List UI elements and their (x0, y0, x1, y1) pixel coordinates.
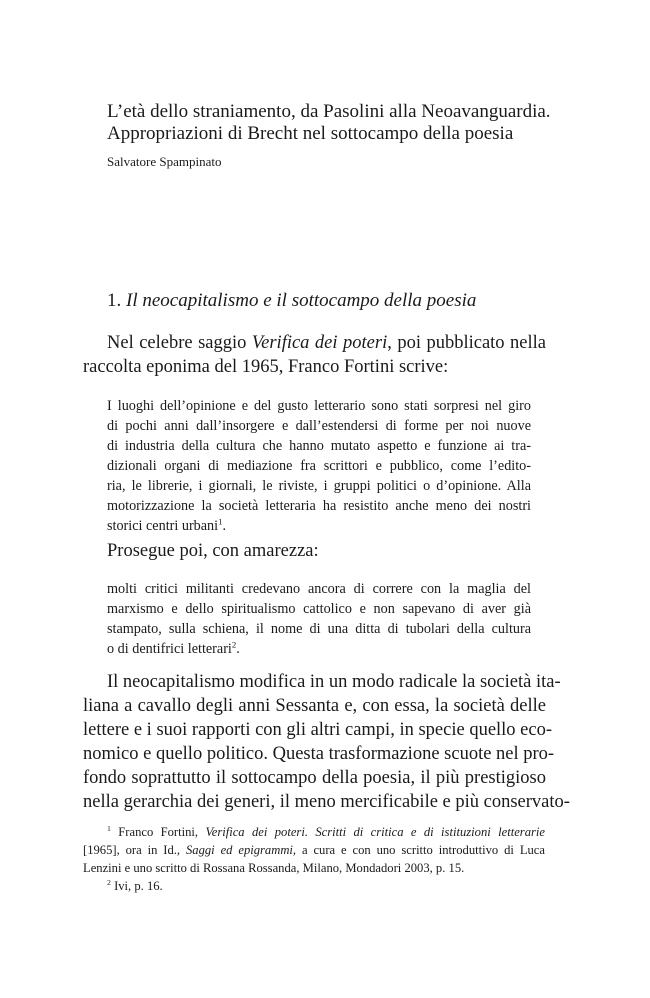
article-title-line-2: Appropriazioni di Brecht nel sottocampo della poesia (107, 123, 514, 144)
book-title-italic: Verifica dei poteri (251, 333, 388, 353)
footnote-ref-1[interactable]: 1 (218, 516, 223, 527)
text-run: , poi pubblicato nella (387, 333, 546, 353)
book-title-italic: Verifica dei poteri. Scritti di critica e di istituzioni letterarie (205, 825, 545, 839)
paragraph-3-line: nomico e quello politico. Questa trasformazione scuote nel pro- (83, 744, 555, 764)
paragraph-3 (83, 670, 570, 814)
footnote-1 (83, 823, 545, 877)
paragraph-3-line: nella gerarchia dei generi, il meno mercificabile e più conservato- (83, 792, 570, 812)
paragraph-3-line: lettere e i suoi rapporti con gli altri campi, in specie quello eco- (83, 720, 553, 740)
text-run: storici centri urbani (107, 518, 219, 534)
footnote-1-mark: 1 (107, 823, 111, 833)
paragraph-3-line: Il neocapitalismo modifica in un modo radicale la società ita- (107, 672, 561, 692)
book-title-italic: Saggi ed epigrammi (185, 843, 293, 857)
text-run: o di dentifrici letterari (107, 641, 232, 657)
quote-line: di industria della cultura che hanno mutato aspetto e funzione ai tra- (107, 438, 531, 454)
paragraph-2: Prosegue poi, con amarezza: (107, 541, 319, 561)
text-run: , a cura e con uno scritto introduttivo di Luca (292, 843, 545, 857)
section-title: Il neocapitalismo e il sottocampo della poesia (126, 290, 477, 311)
quote-line: marxismo e dello spiritualismo cattolico e non sapevano di aver già (107, 601, 531, 617)
text-run: . (222, 518, 227, 534)
quote-line: motorizzazione la società letteraria ha resistito anche meno dei nostri (107, 498, 531, 514)
paragraph-3-line: liana a cavallo degli anni Sessanta e, con essa, la società delle (83, 696, 546, 716)
article-title (107, 101, 577, 145)
quote-line: ria, le librerie, i giornali, le riviste, i gruppi politici o d’opinione. Alla (107, 478, 531, 494)
paragraph-1 (83, 331, 546, 379)
footnote-ref-2[interactable]: 2 (231, 639, 237, 650)
quote-line: molti critici militanti credevano ancora di correre con la maglia del (107, 581, 531, 597)
article-title-line-1: L’età dello straniamento, da Pasolini alla Neoavanguardia. (107, 101, 551, 122)
footnote-2 (83, 877, 545, 895)
paragraph-3-line: fondo soprattutto il sottocampo della poesia, il più prestigioso (83, 768, 546, 788)
footnote-1-line-1 (83, 823, 545, 841)
paragraph-1-line-2: raccolta eponima del 1965, Franco Fortini scrive: (83, 357, 449, 377)
text-run: Nel celebre saggio (107, 333, 252, 353)
footnote-2-line (83, 877, 545, 895)
block-quote-2 (107, 579, 531, 659)
quote-line: I luoghi dell’opinione e del gusto letterario sono stati sorpresi nel giro (107, 398, 531, 414)
quote-line: stampato, sulla schiena, il nome di una ditta di tubolari della cultura (107, 621, 531, 637)
block-quote-1 (107, 396, 531, 536)
quote-line-last (107, 639, 531, 659)
article-author: Salvatore Spampinato (107, 154, 222, 169)
quote-line: di pochi anni dall’insorgere e dall’estendersi di forme per noi nuove (107, 418, 531, 434)
footnote-1-line-3: Lenzini e uno scritto di Rossana Rossanda, Milano, Mondadori 2003, p. 15. (83, 861, 465, 875)
paragraph-1-line-1 (83, 331, 546, 355)
section-number: 1. (107, 290, 122, 311)
text-run: . (236, 641, 240, 657)
footnote-2-mark: 2 (107, 877, 111, 887)
section-heading (107, 290, 476, 312)
quote-line-last (107, 516, 531, 536)
text-run: [1965], ora in Id., (83, 843, 186, 857)
text-run: Ivi, p. 16. (114, 879, 163, 893)
text-run: Franco Fortini, (118, 825, 206, 839)
footnote-1-line-2 (83, 841, 545, 859)
quote-line: dizionali organi di mediazione fra scrittori e pubblico, come l’edito- (107, 458, 531, 474)
